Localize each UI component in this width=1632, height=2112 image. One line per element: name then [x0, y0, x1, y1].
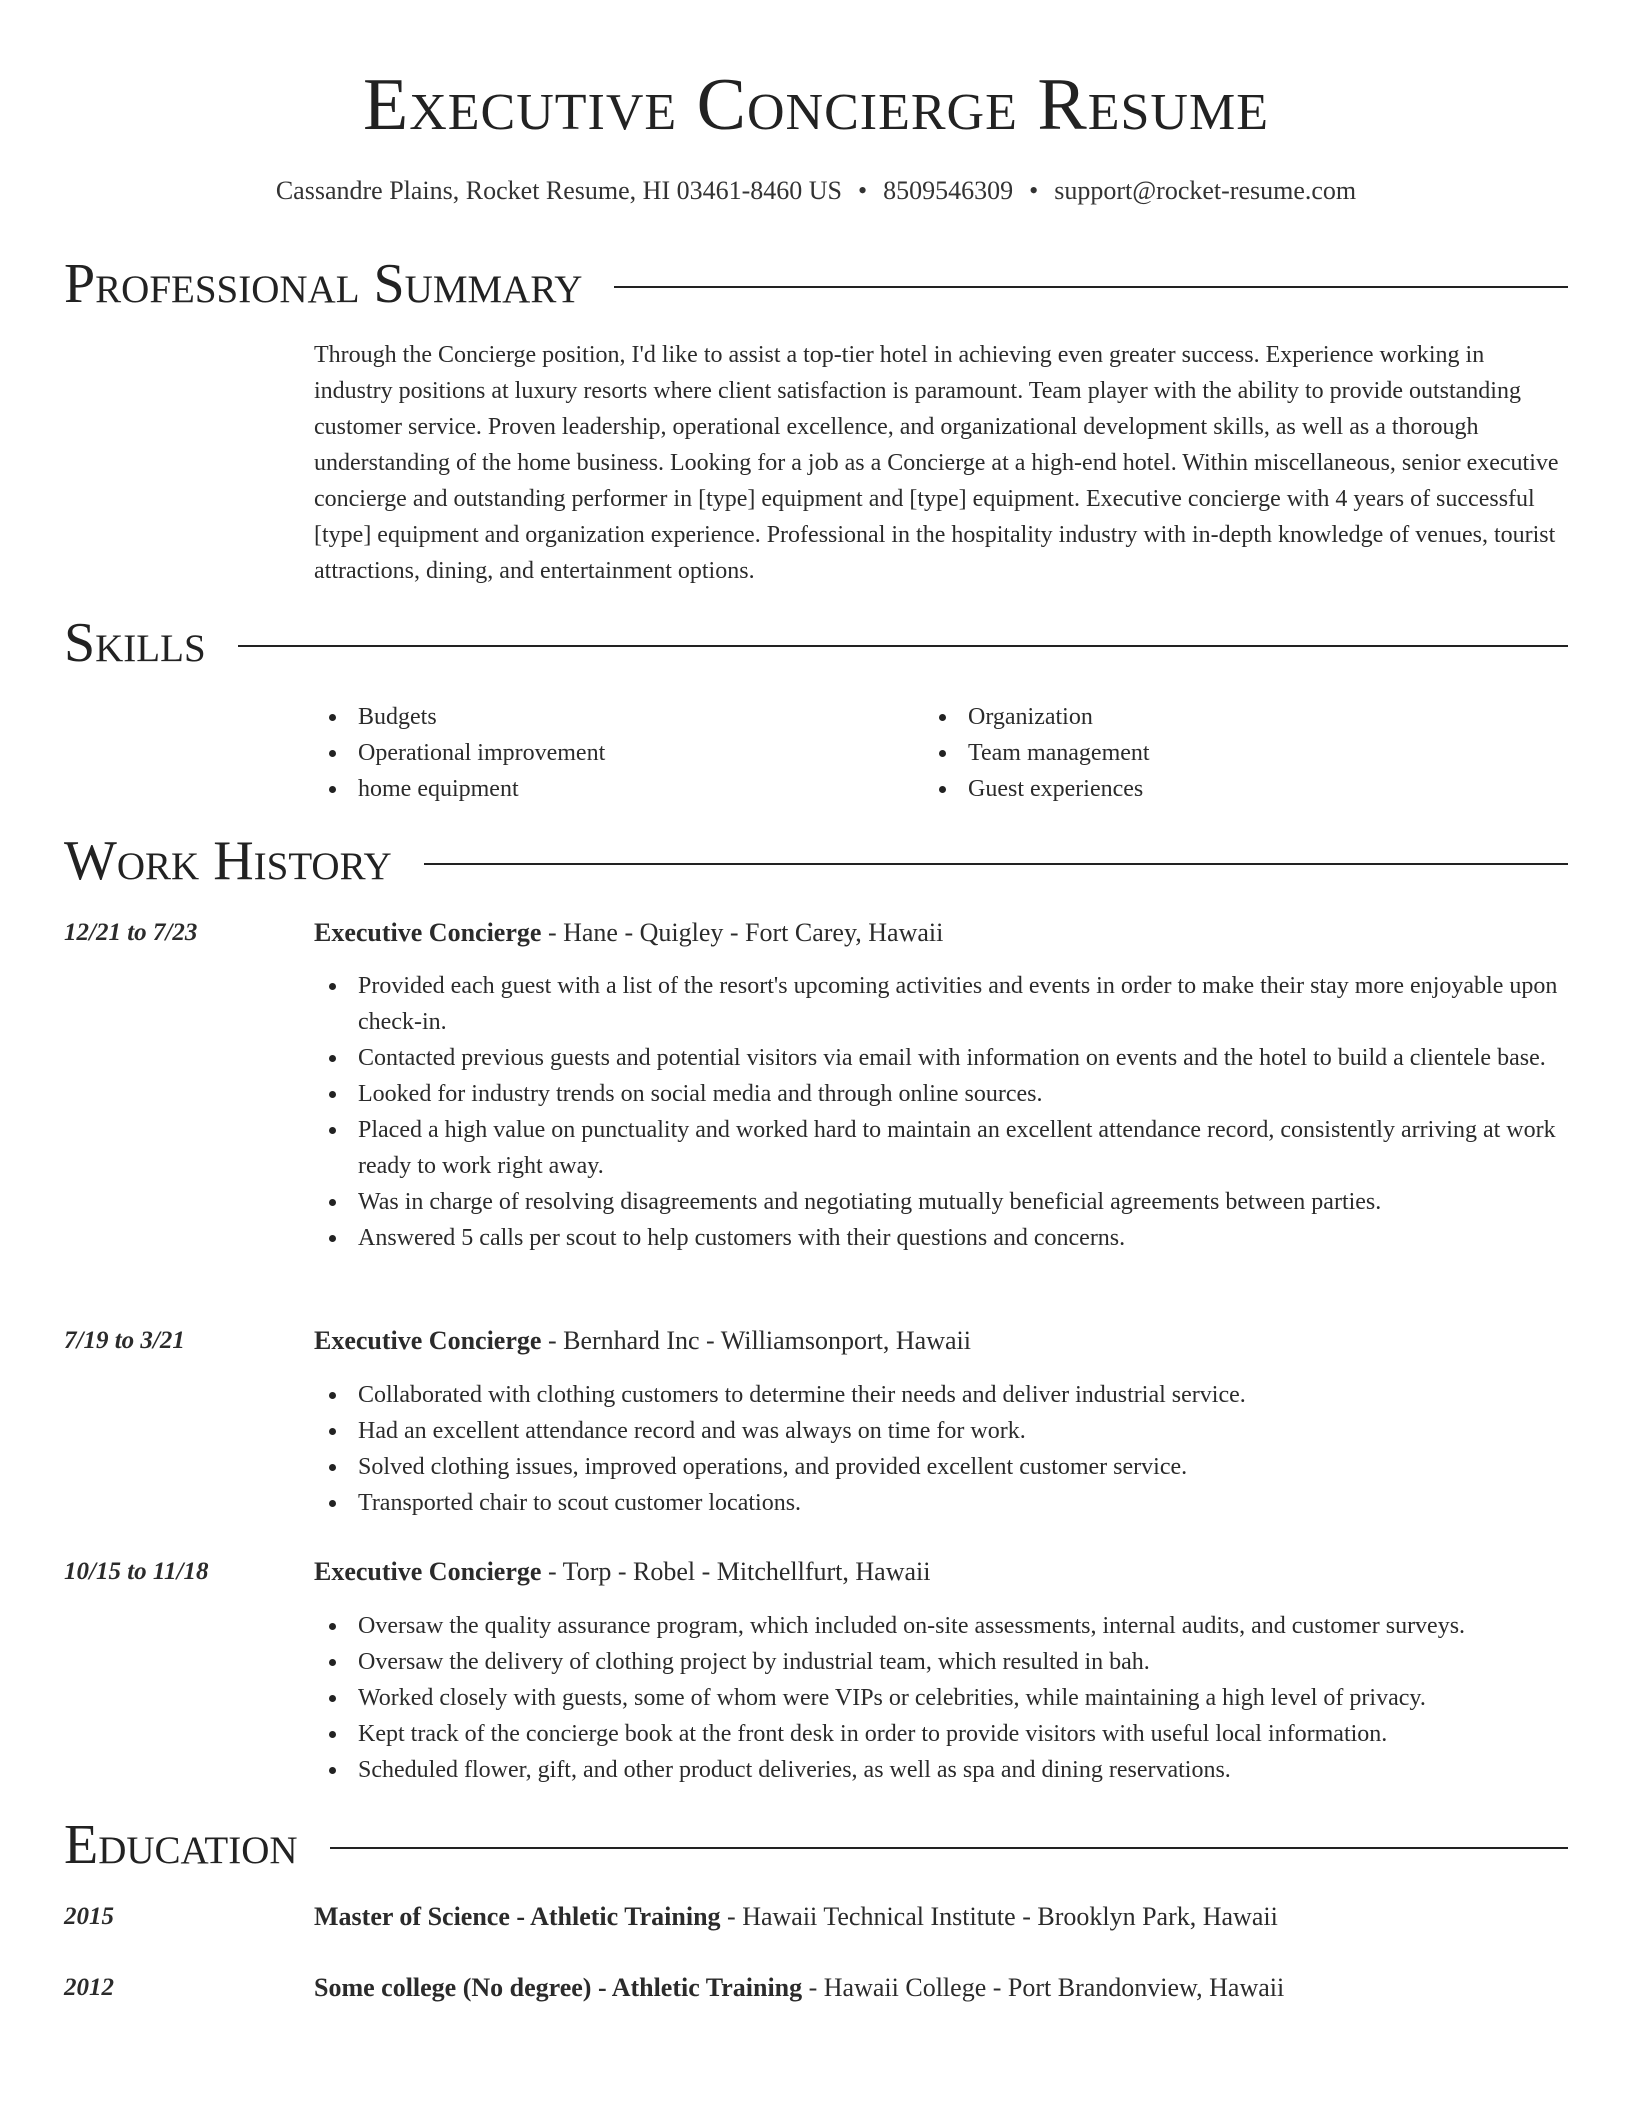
education-year: 2015 [64, 1903, 114, 1930]
skills-list-left [314, 699, 874, 807]
job-dates: 7/19 to 3/21 [64, 1327, 185, 1354]
section-divider [238, 645, 1568, 647]
section-divider [614, 286, 1568, 288]
summary-paragraph: Through the Concierge position, I'd like to assist a top-tier hotel in achieving even greater success. Experience working in industry positions at luxury resorts where client satisfaction is paramount. Team player with the ability to provide outstanding customer service. Proven leadership, operational excellence, and organizational development skills, as well as a thorough understanding of the home business. Looking for a job as a Concierge at a high-end hotel. Within miscellaneous, senior executive concierge and outstanding performer in [type] equipment and [type] equipment. Executive concierge with 4 years of successful [type] equipment and organization experience. Professional in the hospitality industry with in-depth knowledge of venues, tourist attractions, dining, and entertainment options. [314, 342, 1559, 584]
job-bullet-list [314, 1377, 1568, 1521]
job-title: Executive Concierge [314, 918, 542, 947]
job-bullet: Provided each guest with a list of the resort's upcoming activities and events in order to make their stay more enjoyable upon check-in. [314, 968, 1568, 1040]
job-heading [314, 1554, 931, 1590]
skill-item: Guest experiences [924, 771, 1484, 807]
contact-line [0, 175, 1632, 207]
section-title: Professional Summary [64, 253, 583, 315]
job-bullet: Scheduled flower, gift, and other product deliveries, as well as spa and dining reservations. [314, 1752, 1568, 1788]
contact-address: Cassandre Plains, Rocket Resume, HI 03461-8460 US [275, 176, 843, 205]
skill-item: home equipment [314, 771, 874, 807]
education-year: 2012 [64, 1974, 114, 2001]
education-school: - Hawaii College - Port Brandonview, Hawaii [802, 1973, 1285, 2002]
job-heading [314, 1323, 971, 1359]
education-degree: Some college (No degree) - Athletic Training [314, 1973, 803, 2002]
contact-separator: • [1029, 176, 1039, 205]
job-employer: - Hane - Quigley - Fort Carey, Hawaii [541, 918, 944, 947]
job-bullet: Placed a high value on punctuality and worked hard to maintain an excellent attendance record, consistently arriving at work ready to work right away. [314, 1112, 1568, 1184]
education-degree: Master of Science - Athletic Training [314, 1902, 721, 1931]
section-heading-work [64, 831, 1568, 891]
job-employer: - Bernhard Inc - Williamsonport, Hawaii [541, 1326, 971, 1355]
section-divider [330, 1847, 1568, 1849]
job-bullet: Contacted previous guests and potential visitors via email with information on events and the hotel to build a clientele base. [314, 1040, 1568, 1076]
education-school: - Hawaii Technical Institute - Brooklyn Park, Hawaii [720, 1902, 1278, 1931]
job-dates: 12/21 to 7/23 [64, 919, 198, 946]
section-title: Work History [64, 830, 392, 892]
education-entry [314, 1899, 1278, 1935]
section-heading-summary [64, 254, 1568, 314]
section-divider [424, 863, 1568, 865]
section-heading-skills [64, 613, 1568, 673]
job-employer: - Torp - Robel - Mitchellfurt, Hawaii [541, 1557, 931, 1586]
contact-separator: • [858, 176, 868, 205]
skill-item: Operational improvement [314, 735, 874, 771]
education-entry [314, 1970, 1284, 2006]
job-dates: 10/15 to 11/18 [64, 1558, 209, 1585]
job-bullet: Kept track of the concierge book at the front desk in order to provide visitors with useful local information. [314, 1716, 1568, 1752]
job-title: Executive Concierge [314, 1326, 542, 1355]
job-bullet: Was in charge of resolving disagreements and negotiating mutually beneficial agreements between parties. [314, 1184, 1568, 1220]
job-bullet: Oversaw the delivery of clothing project by industrial team, which resulted in bah. [314, 1644, 1568, 1680]
job-bullet: Worked closely with guests, some of whom were VIPs or celebrities, while maintaining a high level of privacy. [314, 1680, 1568, 1716]
contact-phone: 8509546309 [883, 176, 1014, 205]
skill-item: Budgets [314, 699, 874, 735]
job-bullet: Looked for industry trends on social media and through online sources. [314, 1076, 1568, 1112]
section-heading-education [64, 1815, 1568, 1875]
job-bullet-list [314, 968, 1568, 1256]
job-bullet: Collaborated with clothing customers to determine their needs and deliver industrial service. [314, 1377, 1568, 1413]
contact-email: support@rocket-resume.com [1054, 176, 1357, 205]
job-heading [314, 915, 943, 951]
job-bullet: Oversaw the quality assurance program, which included on-site assessments, internal audits, and customer surveys. [314, 1608, 1568, 1644]
job-bullet: Answered 5 calls per scout to help customers with their questions and concerns. [314, 1220, 1568, 1256]
job-bullet: Transported chair to scout customer locations. [314, 1485, 1568, 1521]
job-title: Executive Concierge [314, 1557, 542, 1586]
section-title: Education [64, 1814, 298, 1876]
skills-list-right [924, 699, 1484, 807]
job-bullet: Had an excellent attendance record and was always on time for work. [314, 1413, 1568, 1449]
skill-item: Organization [924, 699, 1484, 735]
job-bullet: Solved clothing issues, improved operations, and provided excellent customer service. [314, 1449, 1568, 1485]
skill-item: Team management [924, 735, 1484, 771]
section-title: Skills [64, 612, 206, 674]
job-bullet-list [314, 1608, 1568, 1788]
resume-title: Executive Concierge Resume [363, 64, 1269, 146]
